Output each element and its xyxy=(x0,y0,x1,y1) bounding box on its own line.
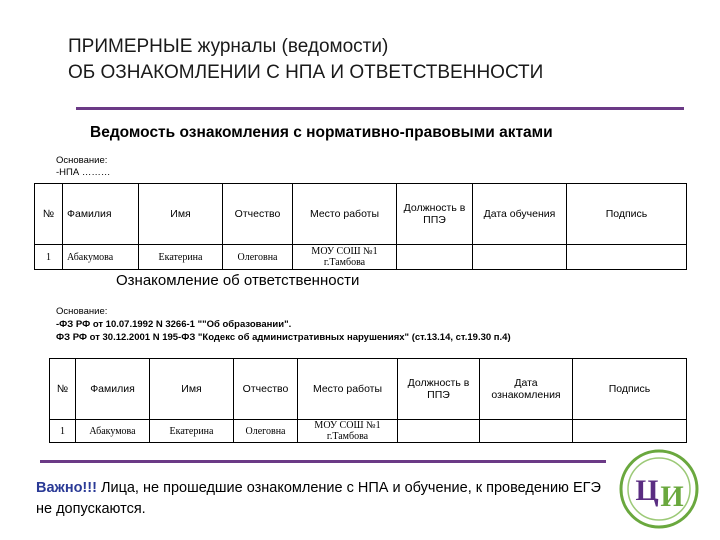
footer-divider xyxy=(40,460,606,463)
table-cell xyxy=(397,245,473,270)
logo-ring-outer xyxy=(621,451,697,527)
column-header: Дата ознакомления xyxy=(480,359,573,420)
column-header: Отчество xyxy=(234,359,298,420)
table-cell: МОУ СОШ №1 г.Тамбова xyxy=(293,245,397,270)
column-header: Место работы xyxy=(298,359,398,420)
responsibility-table xyxy=(49,358,687,443)
column-header: Должность в ППЭ xyxy=(397,184,473,245)
title-line-2: ОБ ОЗНАКОМЛЕНИИ С НПА И ОТВЕТСТВЕННОСТИ xyxy=(68,62,544,83)
column-header: Подпись xyxy=(573,359,687,420)
important-label: Важно!!! xyxy=(36,480,97,496)
page-title xyxy=(68,34,543,86)
column-header: Должность в ППЭ xyxy=(398,359,480,420)
table-cell xyxy=(398,420,480,443)
title-line-1: ПРИМЕРНЫЕ журналы (ведомости) xyxy=(68,36,389,57)
table-cell: 1 xyxy=(50,420,76,443)
center-logo xyxy=(618,448,700,530)
column-header: Отчество xyxy=(223,184,293,245)
column-header: Фамилия xyxy=(76,359,150,420)
basis-line: ФЗ РФ от 30.12.2001 N 195-ФЗ "Кодекс об административных нарушениях" (ст.13.14, ст.19.30 п.4) xyxy=(56,332,511,343)
important-note xyxy=(36,478,606,520)
table-cell: Екатерина xyxy=(150,420,234,443)
table-cell: МОУ СОШ №1 г.Тамбова xyxy=(298,420,398,443)
table-cell: Олеговна xyxy=(234,420,298,443)
column-header: № xyxy=(35,184,63,245)
table-cell: Олеговна xyxy=(223,245,293,270)
table-cell: Екатерина xyxy=(139,245,223,270)
important-text: Лица, не прошедшие ознакомление с НПА и обучение, к проведению ЕГЭ не допускаются. xyxy=(36,480,601,517)
acquaintance-table xyxy=(34,183,687,270)
basis-line: Основание: xyxy=(56,155,108,166)
table-cell xyxy=(567,245,687,270)
table-cell xyxy=(573,420,687,443)
column-header: Фамилия xyxy=(63,184,139,245)
table-cell: Абакумова xyxy=(63,245,139,270)
table-row xyxy=(35,245,687,270)
section2-title: Ознакомление об ответственности xyxy=(112,272,363,289)
title-divider xyxy=(76,107,684,110)
logo-letter-left: Ц xyxy=(635,474,659,507)
table-cell: Абакумова xyxy=(76,420,150,443)
section1-basis xyxy=(56,155,110,179)
column-header: Место работы xyxy=(293,184,397,245)
table-row xyxy=(50,420,687,443)
column-header: № xyxy=(50,359,76,420)
basis-line: -ФЗ РФ от 10.07.1992 N 3266-1 ""Об образовании". xyxy=(56,319,292,330)
section1-title: Ведомость ознакомления с нормативно-правовыми актами xyxy=(90,124,553,141)
table-cell xyxy=(473,245,567,270)
column-header: Подпись xyxy=(567,184,687,245)
basis-line: Основание: xyxy=(56,306,108,317)
column-header: Имя xyxy=(139,184,223,245)
table-cell xyxy=(480,420,573,443)
column-header: Дата обучения xyxy=(473,184,567,245)
logo-letter-right: И xyxy=(660,480,684,513)
table-cell: 1 xyxy=(35,245,63,270)
table-header-row xyxy=(35,184,687,245)
table-header-row xyxy=(50,359,687,420)
column-header: Имя xyxy=(150,359,234,420)
section2-basis xyxy=(56,305,511,344)
basis-line: -НПА ……… xyxy=(56,167,111,178)
